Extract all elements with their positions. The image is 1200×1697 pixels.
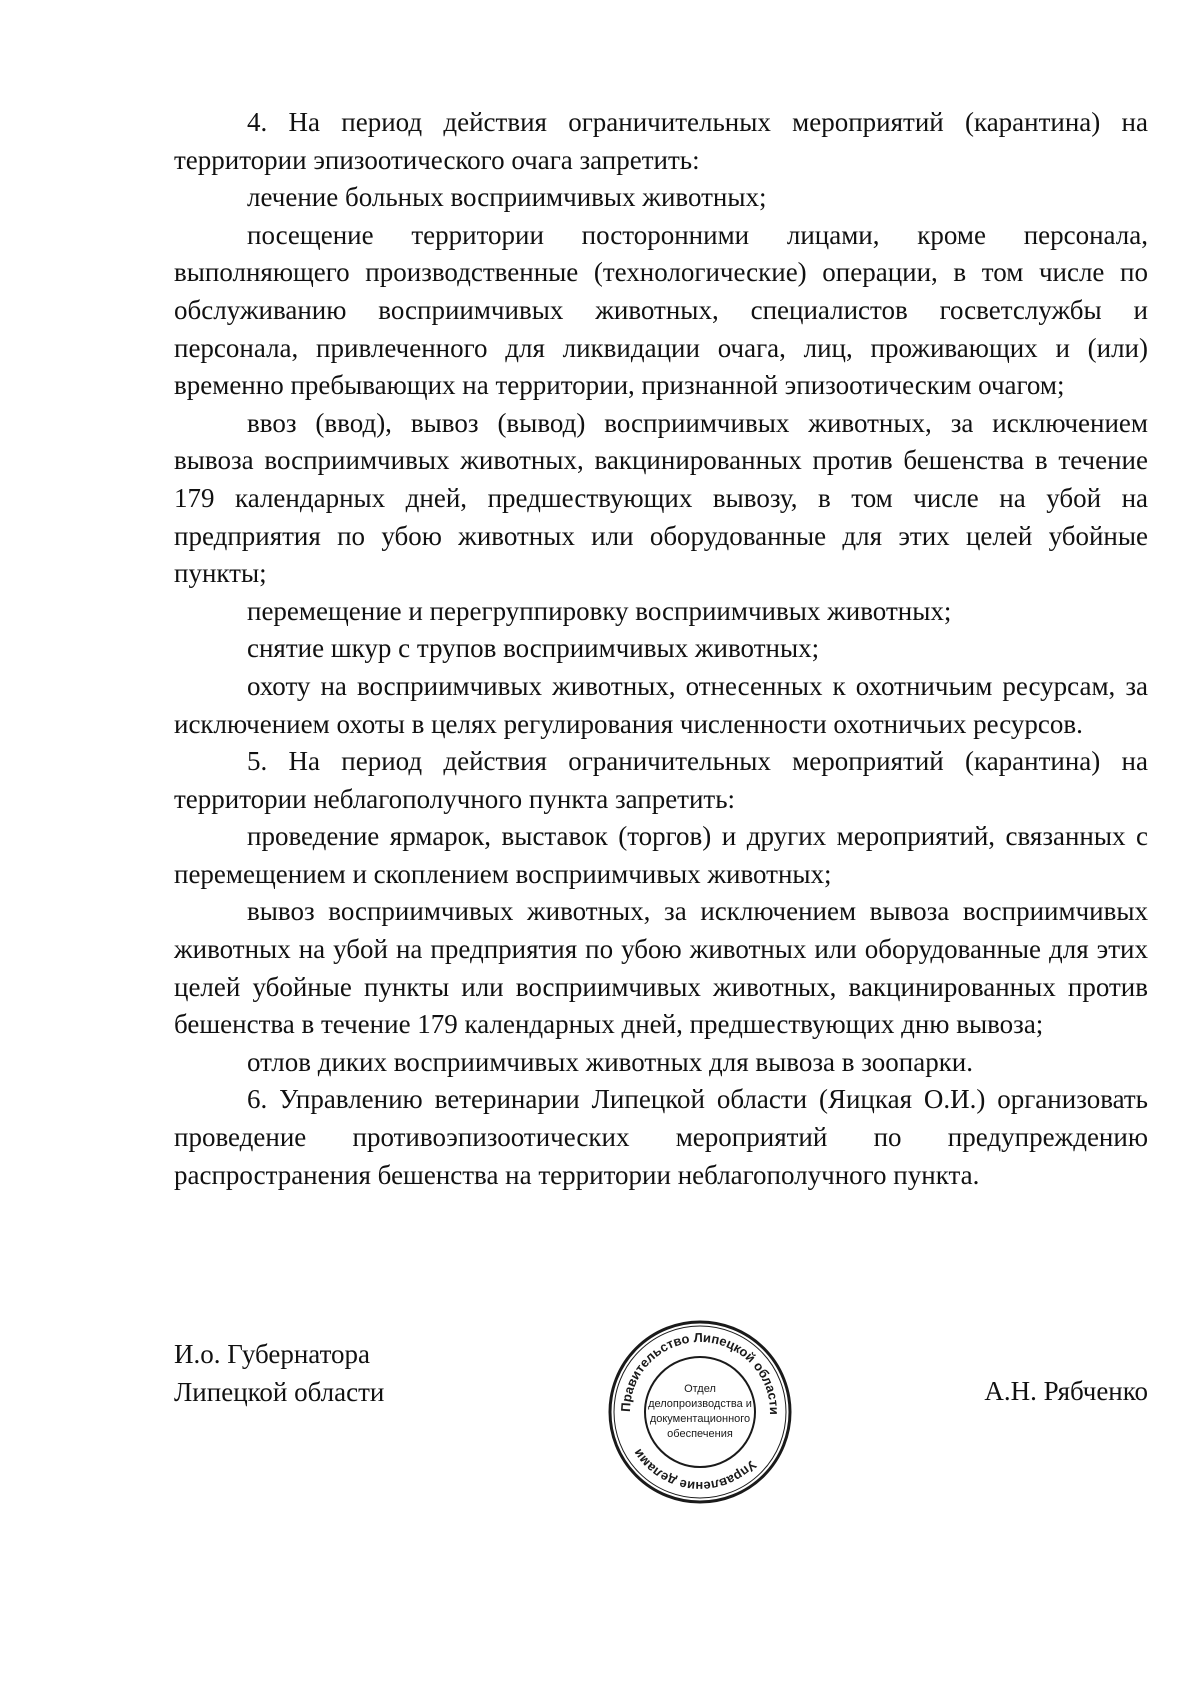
paragraph-visit-ban: посещение территории посторонними лицами, кроме персонала, выполняющего производственные (технологические) операции, в том числе по обслуживанию восприимчивых животных, специалистов госветслужбы и персонала, привлеченного для ликвидации очага, лиц, проживающих и (или) временно пребывающих на территории, признанной эпизоотическим очагом; [174, 219, 1148, 401]
seal-center-line3: документационного [649, 1413, 751, 1425]
paragraph-item-4: 4. На период действия ограничительных мероприятий (карантина) на территории эпизоотического очага запретить: [174, 107, 1148, 175]
seal-ring-text-bottom: Управление делами [629, 1446, 760, 1495]
signatory-name: А.Н. Рябченко [984, 1376, 1148, 1406]
seal-graphic [606, 1318, 794, 1506]
paragraph-item-6: 6. Управлению ветеринарии Липецкой области (Яицкая О.И.) организовать проведение противоэпизоотических мероприятий по предупреждению распространения бешенства на территории неблагополучного пункта. [174, 1084, 1148, 1190]
signatory-position-line1: И.о. Губернатора [174, 1339, 371, 1369]
paragraph-import-export-ban: ввоз (ввод), вывоз (вывод) восприимчивых животных, за исключением вывоза восприимчивых животных, вакцинированных против бешенства в течение 179 календарных дней, предшествующих вывозу, в том числе на убой на предприятия по убою животных или оборудованные для этих целей убойные пункты; [174, 407, 1148, 589]
seal-ring-text: Правительство Липецкой области [617, 1329, 783, 1415]
paragraph-fairs-ban: проведение ярмарок, выставок (торгов) и других мероприятий, связанных с перемещением и скоплением восприимчивых животных; [174, 821, 1148, 889]
seal-center-line4: обеспечения [667, 1428, 733, 1440]
paragraph-treatment-ban: лечение больных восприимчивых животных; [247, 182, 767, 213]
signatory-position-line2: Липецкой области [174, 1376, 385, 1407]
paragraph-removal-ban: вывоз восприимчивых животных, за исключением вывоза восприимчивых животных на убой на предприятия по убою животных или оборудованные для этих целей убойные пункты или восприимчивых животных, вакцинированных против бешенства в течение 179 календарных дней, предшествующих дню вывоза; [174, 896, 1148, 1040]
paragraph-item-5: 5. На период действия ограничительных мероприятий (карантина) на территории неблагополучного пункта запретить: [174, 746, 1148, 814]
paragraph-capture-ban: отлов диких восприимчивых животных для вывоза в зоопарки. [247, 1046, 974, 1077]
seal-center-line2: делопроизводства и [648, 1398, 752, 1410]
seal-inner-ring [645, 1357, 755, 1467]
signatory-position [174, 1336, 384, 1411]
seal-outer-ring-inner [614, 1326, 786, 1498]
paragraph-hunting-ban: охоту на восприимчивых животных, отнесенных к охотничьим ресурсам, за исключением охоты в целях регулирования численности охотничьих ресурсов. [174, 670, 1148, 739]
document-body [174, 104, 1148, 1194]
official-seal [606, 1318, 794, 1506]
paragraph-skinning-ban: снятие шкур с трупов восприимчивых животных; [247, 633, 820, 664]
paragraph-regrouping-ban: перемещение и перегруппировку восприимчивых животных; [247, 595, 952, 626]
seal-center-line1: Отдел [684, 1383, 716, 1395]
seal-outer-ring [610, 1322, 790, 1502]
